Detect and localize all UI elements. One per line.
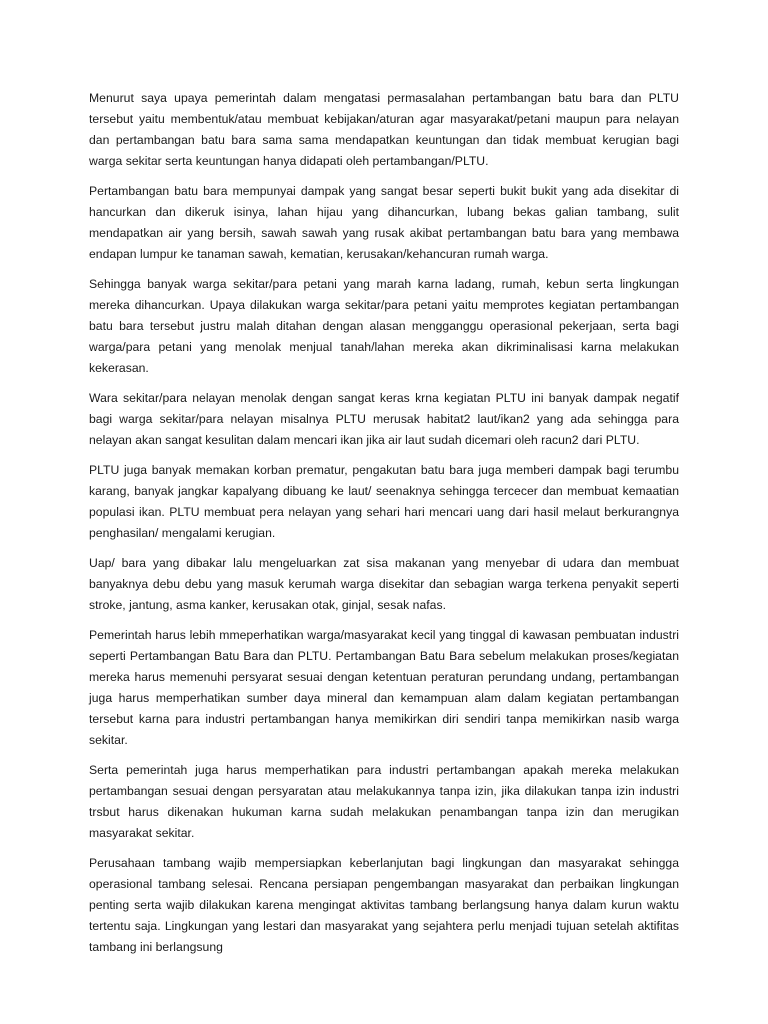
paragraph-7: Pemerintah harus lebih mmeperhatikan warga/masyarakat kecil yang tinggal di kawasan pembuatan industri seperti Pertambangan Batu Bara dan PLTU. Pertambangan Batu Bara sebelum melakukan proses/kegiatan mereka harus memenuhi persyarat sesuai dengan ketentuan peraturan perundang undang, pertambangan juga harus memperhatikan sumber daya mineral dan kemampuan alam dalam kegiatan pertambangan tersebut karna para industri pertambangan hanya memikirkan diri sendiri tanpa memikirkan nasib warga sekitar. [89, 628, 679, 747]
paragraph-1: Menurut saya upaya pemerintah dalam mengatasi permasalahan pertambangan batu bara dan PLTU tersebut yaitu membentuk/atau membuat kebijakan/aturan agar masyarakat/petani maupun para nelayan dan pertambangan batu bara sama sama mendapatkan keuntungan dan tidak membuat kerugian bagi warga sekitar serta keuntungan hanya didapati oleh pertambangan/PLTU. [89, 91, 679, 168]
paragraph-9: Perusahaan tambang wajib mempersiapkan keberlanjutan bagi lingkungan dan masyarakat sehingga operasional tambang selesai. Rencana persiapan pengembangan masyarakat dan perbaikan lingkungan penting serta wajib dilakukan karena mengingat aktivitas tambang berlangsung hanya dalam kurun waktu tertentu saja. Lingkungan yang lestari dan masyarakat yang sejahtera perlu menjadi tujuan setelah aktifitas tambang ini berlangsung [89, 856, 679, 954]
paragraph-6: Uap/ bara yang dibakar lalu mengeluarkan zat sisa makanan yang menyebar di udara dan membuat banyaknya debu debu yang masuk kerumah warga disekitar dan sebagian warga terkena penyakit seperti stroke, jantung, asma kanker, kerusakan otak, ginjal, sesak nafas. [89, 556, 679, 612]
paragraph-2: Pertambangan batu bara mempunyai dampak yang sangat besar seperti bukit bukit yang ada disekitar di hancurkan dan dikeruk isinya, lahan hijau yang dihancurkan, lubang bekas galian tambang, sulit mendapatkan air yang bersih, sawah sawah yang rusak akibat pertambangan batu bara yang membawa endapan lumpur ke tanaman sawah, kematian, kerusakan/kehancuran rumah warga. [89, 184, 679, 261]
paragraph-4: Wara sekitar/para nelayan menolak dengan sangat keras krna kegiatan PLTU ini banyak dampak negatif bagi warga sekitar/para nelayan misalnya PLTU merusak habitat2 laut/ikan2 yang ada sehingga para nelayan akan sangat kesulitan dalam mencari ikan jika air laut sudah dicemari oleh racun2 dari PLTU. [89, 391, 679, 447]
paragraph-8: Serta pemerintah juga harus memperhatikan para industri pertambangan apakah mereka melakukan pertambangan sesuai dengan persyaratan atau melakukannya tanpa izin, jika dilakukan tanpa izin industri trsbut harus dikenakan hukuman karna sudah melakukan penambangan tanpa izin dan merugikan masyarakat sekitar. [89, 763, 679, 840]
paragraph-3: Sehingga banyak warga sekitar/para petani yang marah karna ladang, rumah, kebun serta lingkungan mereka dihancurkan. Upaya dilakukan warga sekitar/para petani yaitu memprotes kegiatan pertambangan batu bara tersebut justru malah ditahan dengan alasan mengganggu operasional pekerjaan, serta bagi warga/para petani yang menolak menjual tanah/lahan mereka akan dikriminalisasi karna melakukan kekerasan. [89, 277, 679, 375]
document-page [89, 88, 679, 967]
paragraph-5: PLTU juga banyak memakan korban prematur, pengakutan batu bara juga memberi dampak bagi terumbu karang, banyak jangkar kapalyang dibuang ke laut/ seenaknya sehingga tercecer dan membuat kemaatian populasi ikan. PLTU membuat pera nelayan yang sehari hari mencari uang dari hasil melaut berkurangnya penghasilan/ mengalami kerugian. [89, 463, 679, 540]
